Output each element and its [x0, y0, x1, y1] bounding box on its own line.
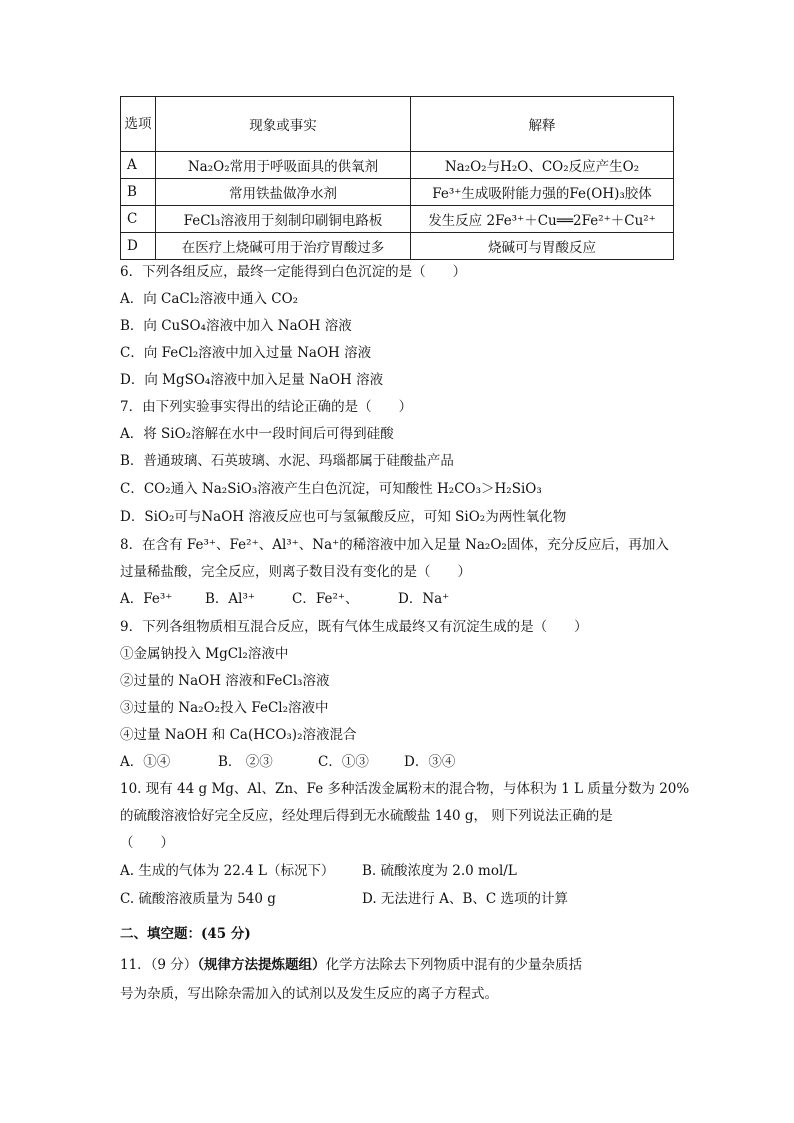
q8-option-b: B．Al³⁺: [205, 591, 256, 607]
q10-option-d: D. 无法进行 A、B、C 选项的计算: [362, 891, 569, 907]
q10-option-b: B. 硫酸浓度为 2.0 mol/L: [362, 863, 517, 879]
q8-option-d: D．Na⁺: [398, 591, 450, 607]
q8-option-c: C．Fe²⁺、: [292, 591, 359, 607]
q11-rest: 化学方法除去下列物质中混有的少量杂质括: [325, 957, 583, 973]
row-explain: 发生反应 2Fe³⁺＋Cu══2Fe²⁺＋Cu²⁺: [411, 206, 674, 233]
row-option: A: [121, 152, 156, 179]
q8-option-a: A．Fe³⁺: [120, 591, 173, 607]
q11-prefix: 11．（9 分）: [120, 957, 198, 973]
q9-option-a: A．①④: [120, 754, 171, 770]
table-row: [121, 206, 674, 233]
q6-stem: 6．下列各组反应，最终一定能得到白色沉淀的是（ ）: [120, 264, 467, 280]
header-option: 选项: [121, 97, 156, 152]
q10-stem-line2: 的硫酸溶液恰好完全反应，经处理后得到无水硫酸盐 140 g， 则下列说法正确的是: [120, 808, 613, 824]
q11-stem-line2: 号为杂质，写出除杂需加入的试剂以及发生反应的离子方程式。: [120, 986, 498, 1002]
header-fact: 现象或事实: [156, 97, 411, 152]
table-row: [121, 152, 674, 179]
row-fact: FeCl₃溶液用于刻制印刷铜电路板: [156, 206, 411, 233]
table-row: [121, 233, 674, 260]
row-option: D: [121, 233, 156, 260]
q8-stem-line2: 过量稀盐酸，完全反应，则离子数目没有变化的是（ ）: [120, 564, 471, 580]
q9-item-3: ③过量的 Na₂O₂投入 FeCl₂溶液中: [120, 700, 329, 716]
options-table: [120, 96, 674, 260]
q7-option-d: D．SiO₂可与NaOH 溶液反应也可与氢氟酸反应，可知 SiO₂为两性氧化物: [120, 509, 567, 525]
q10-option-c: C. 硫酸溶液质量为 540 g: [120, 891, 276, 907]
q11-stem-line1: [120, 955, 582, 975]
q6-option-d: D．向 MgSO₄溶液中加入足量 NaOH 溶液: [120, 372, 384, 388]
row-option: B: [121, 179, 156, 206]
q11-tag: （规律方法提炼题组）: [197, 957, 326, 973]
row-explain: 烧碱可与胃酸反应: [411, 233, 674, 260]
q9-option-b: B． ②③: [218, 754, 273, 770]
q9-item-4: ④过量 NaOH 和 Ca(HCO₃)₂溶液混合: [120, 727, 357, 743]
row-fact: Na₂O₂常用于呼吸面具的供氧剂: [156, 152, 411, 179]
header-explain: 解释: [411, 97, 674, 152]
q9-item-2: ②过量的 NaOH 溶液和FeCl₃溶液: [120, 673, 330, 689]
table-header-row: [121, 97, 674, 152]
q9-stem: 9．下列各组物质相互混合反应，既有气体生成最终又有沉淀生成的是（ ）: [120, 619, 588, 635]
row-fact: 常用铁盐做净水剂: [156, 179, 411, 206]
row-explain: Na₂O₂与H₂O、CO₂反应产生O₂: [411, 152, 674, 179]
q6-option-a: A．向 CaCl₂溶液中通入 CO₂: [120, 291, 299, 307]
q7-stem: 7．由下列实验事实得出的结论正确的是（ ）: [120, 399, 413, 415]
q6-option-b: B．向 CuSO₄溶液中加入 NaOH 溶液: [120, 318, 352, 334]
q9-option-d: D．③④: [404, 754, 456, 770]
q7-option-a: A．将 SiO₂溶解在水中一段时间后可得到硅酸: [120, 426, 394, 442]
q8-stem-line1: 8．在含有 Fe³⁺、Fe²⁺、Al³⁺、Na⁺的稀溶液中加入足量 Na₂O₂固体，充分反应后，再加入: [120, 537, 669, 553]
section-heading: 二、填空题：(45 分): [120, 926, 251, 942]
q10-stem-line1: 10. 现有 44 g Mg、Al、Zn、Fe 多种活泼金属粉末的混合物，与体积为 1 L 质量分数为 20%: [120, 781, 690, 797]
q7-option-b: B．普通玻璃、石英玻璃、水泥、玛瑙都属于硅酸盐产品: [120, 453, 454, 469]
row-option: C: [121, 206, 156, 233]
q10-option-a: A. 生成的气体为 22.4 L（标况下）: [120, 863, 335, 879]
table-row: [121, 179, 674, 206]
row-fact: 在医疗上烧碱可用于治疗胃酸过多: [156, 233, 411, 260]
q9-item-1: ①金属钠投入 MgCl₂溶液中: [120, 646, 289, 662]
q10-stem-line3: （ ）: [120, 835, 174, 851]
q9-option-c: C．①③: [318, 754, 369, 770]
q6-option-c: C．向 FeCl₂溶液中加入过量 NaOH 溶液: [120, 345, 372, 361]
q7-option-c: C．CO₂通入 Na₂SiO₃溶液产生白色沉淀，可知酸性 H₂CO₃＞H₂SiO₃: [120, 481, 542, 497]
row-explain: Fe³⁺生成吸附能力强的Fe(OH)₃胶体: [411, 179, 674, 206]
